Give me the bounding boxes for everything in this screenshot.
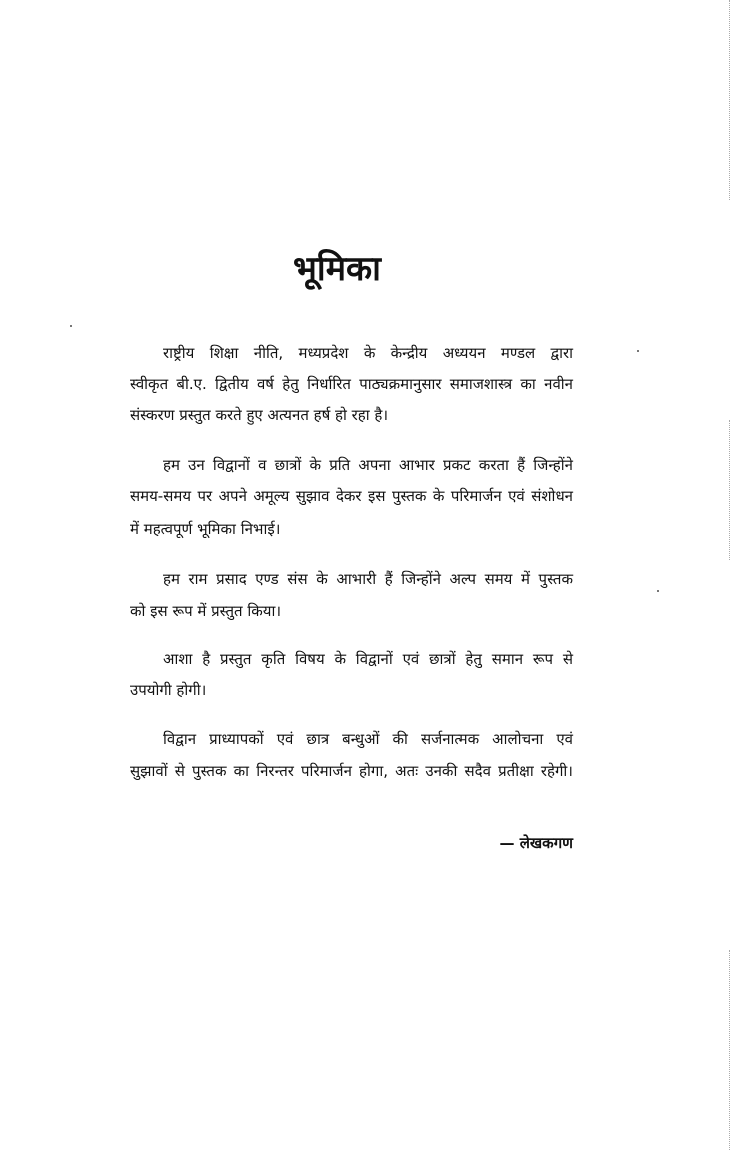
scan-edge bbox=[728, 420, 730, 560]
text-line: स्वीकृत बी.ए. द्वितीय वर्ष हेतु निर्धारित पाठ्यक्रमानुसार समाजशास्त्र का नवीन bbox=[130, 375, 573, 393]
text-line: राष्ट्रीय शिक्षा नीति, मध्यप्रदेश के केन्द्रीय अध्ययन मण्डल द्वारा bbox=[163, 344, 573, 362]
text-line: आशा है प्रस्तुत कृति विषय के विद्वानों एवं छात्रों हेतु समान रूप से bbox=[163, 650, 573, 668]
text-line: को इस रूप में प्रस्तुत किया। bbox=[130, 602, 282, 620]
page-title: भूमिका bbox=[293, 249, 381, 289]
scan-speck bbox=[70, 325, 72, 327]
signature: — लेखकगण bbox=[499, 834, 573, 852]
text-line: सुझावों से पुस्तक का निरन्तर परिमार्जन होगा, अतः उनकी सदैव प्रतीक्षा रहेगी। bbox=[130, 762, 573, 780]
text-line: उपयोगी होगी। bbox=[130, 681, 207, 699]
text-line: विद्वान प्राध्यापकों एवं छात्र बन्धुओं की सर्जनात्मक आलोचना एवं bbox=[163, 730, 573, 748]
text-line: हम राम प्रसाद एण्ड संस के आभारी हैं जिन्होंने अल्प समय में पुस्तक bbox=[163, 570, 573, 588]
text-line: संस्करण प्रस्तुत करते हुए अत्यनत हर्ष हो रहा है। bbox=[130, 406, 389, 424]
scan-edge bbox=[728, 0, 730, 200]
scan-edge bbox=[728, 950, 730, 1150]
text-line: समय-समय पर अपने अमूल्य सुझाव देकर इस पुस्तक के परिमार्जन एवं संशोधन bbox=[130, 487, 573, 505]
scan-speck bbox=[657, 590, 659, 592]
text-line: हम उन विद्वानों व छात्रों के प्रति अपना आभार प्रकट करता हैं जिन्होंने bbox=[163, 456, 573, 474]
scan-speck bbox=[637, 350, 639, 352]
text-line: में महत्वपूर्ण भूमिका निभाई। bbox=[130, 520, 281, 538]
